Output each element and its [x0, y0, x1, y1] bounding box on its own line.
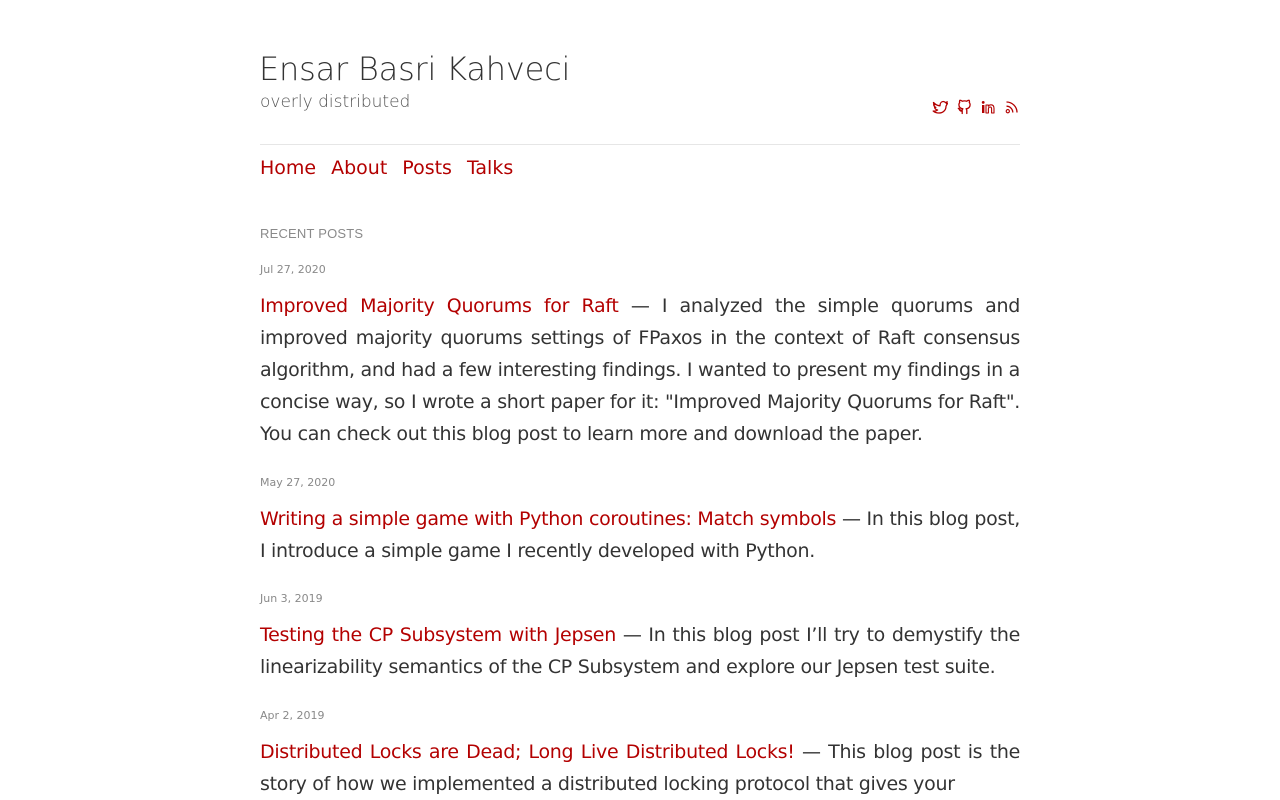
post-item — [260, 708, 1020, 800]
github-icon — [957, 99, 972, 115]
rss-link[interactable] — [1004, 98, 1020, 116]
nav-about[interactable]: About — [331, 157, 388, 179]
recent-posts-heading: RECENT POSTS — [260, 226, 364, 241]
post-title-link[interactable]: Testing the CP Subsystem with Jepsen — [260, 624, 616, 646]
post-summary: I analyzed the simple quorums and improved majority quorums settings of FPaxos in the context of Raft consensus algorithm, and had a few interesting findings. I wanted to present my findings in a concise way, so I wrote a short paper for it: "Improved Majority Quorums for Raft". You can check out this blog post to learn more and download the paper. — [260, 295, 1021, 445]
post-date: Apr 2, 2019 — [260, 709, 325, 722]
post-separator: — — [618, 295, 662, 317]
post-summary: In this blog post, I introduce a simple game I recently developed with Python. — [260, 508, 1020, 562]
post-item — [260, 262, 1020, 450]
twitter-link[interactable] — [932, 98, 948, 116]
post-title-link[interactable]: Writing a simple game with Python coroutines: Match symbols — [260, 508, 837, 530]
site-title[interactable]: Ensar Basri Kahveci — [259, 50, 571, 88]
nav-home[interactable]: Home — [260, 157, 317, 179]
post-title-link[interactable]: Distributed Locks are Dead; Long Live Distributed Locks! — [260, 741, 795, 763]
site-tagline: overly distributed — [260, 92, 411, 112]
site-header — [260, 0, 1020, 145]
post-title-link[interactable]: Improved Majority Quorums for Raft — [260, 295, 619, 317]
post-date: Jun 3, 2019 — [260, 592, 323, 605]
post-body — [260, 503, 1020, 567]
post-separator: — — [615, 624, 649, 646]
main-nav — [260, 157, 513, 179]
post-date: May 27, 2020 — [260, 476, 336, 489]
post-date: Jul 27, 2020 — [260, 263, 326, 276]
post-item — [260, 591, 1020, 683]
rss-icon — [1005, 100, 1019, 114]
nav-posts[interactable]: Posts — [402, 157, 452, 179]
linkedin-icon — [981, 100, 995, 114]
post-body — [260, 290, 1020, 450]
post-item — [260, 475, 1020, 567]
post-body — [260, 736, 1020, 800]
post-body — [260, 619, 1020, 683]
social-links — [932, 98, 1020, 116]
post-separator: — — [794, 741, 829, 763]
github-link[interactable] — [956, 98, 972, 116]
post-summary: This blog post is the story of how we implemented a distributed locking protocol that gives your — [260, 741, 1020, 795]
linkedin-link[interactable] — [980, 98, 996, 116]
post-separator: — — [836, 508, 867, 530]
twitter-icon — [932, 100, 948, 114]
post-summary: In this blog post I’ll try to demystify the linearizability semantics of the CP Subsystem and explore our Jepsen test suite. — [260, 624, 1021, 678]
nav-talks[interactable]: Talks — [466, 157, 514, 179]
page-wrapper — [259, 0, 1021, 795]
